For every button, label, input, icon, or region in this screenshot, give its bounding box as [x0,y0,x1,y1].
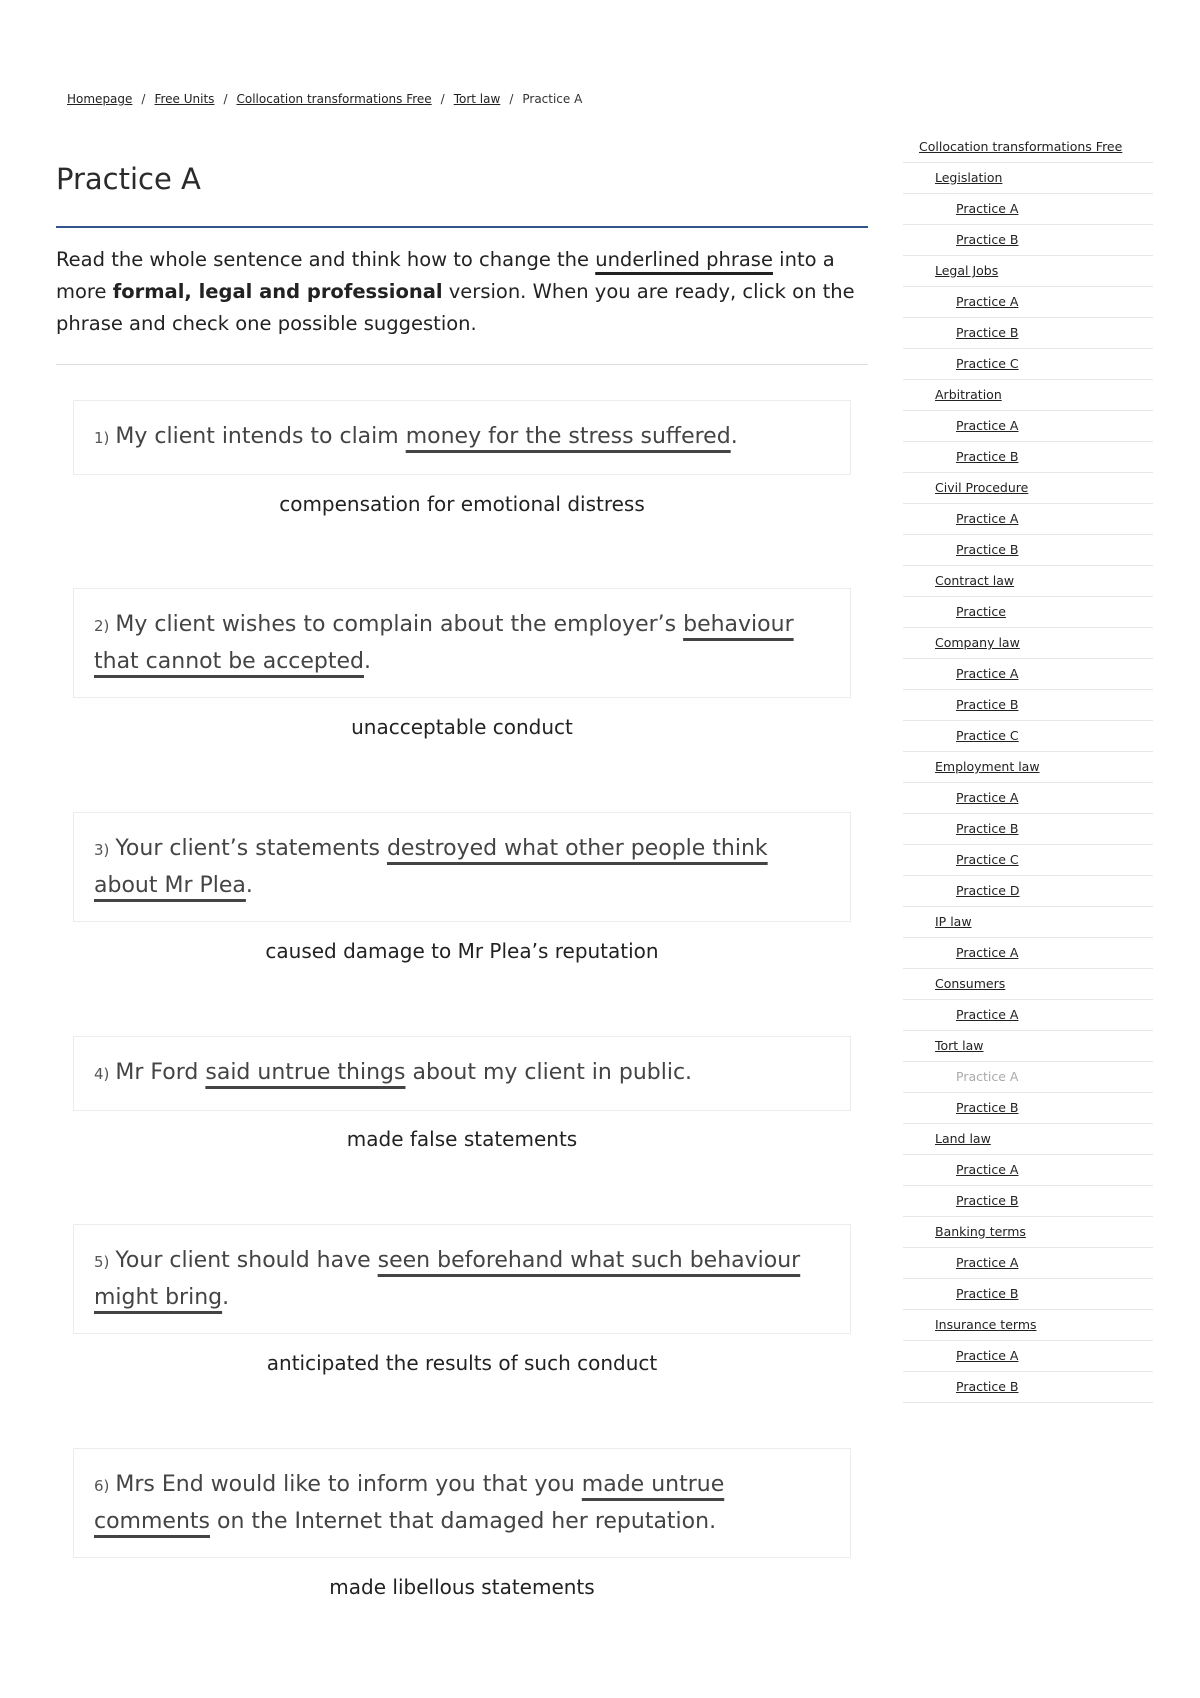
instructions-text: version. When you are ready, click on the phrase and check one possible suggestion. [56,280,855,335]
breadcrumb-free-units[interactable]: Free Units [154,92,215,106]
sidebar-root [903,132,1153,163]
answer-2: unacceptable conduct [351,715,573,739]
sidebar-item [903,1155,1153,1186]
sidebar-section-link[interactable]: IP law [935,914,972,929]
sidebar-section-civil-procedure [903,473,1153,504]
sidebar-item-link[interactable]: Practice B [956,1379,1019,1394]
breadcrumb-separator: / [223,92,228,106]
question-phrase[interactable]: destroyed what other people think about Mr Plea [94,836,768,898]
breadcrumb-homepage[interactable]: Homepage [67,92,133,106]
sidebar-item [903,349,1153,380]
question-number: 5) [94,1253,110,1271]
question-text: . [730,424,738,449]
question-card-3[interactable] [73,812,851,922]
sidebar-item [903,1186,1153,1217]
question-card-1[interactable] [73,400,851,475]
sidebar-item [903,659,1153,690]
sidebar-item-link[interactable]: Practice B [956,1286,1019,1301]
sidebar-item-link[interactable]: Practice D [956,883,1020,898]
answer-6: made libellous statements [329,1575,595,1599]
main-content [56,140,868,1599]
breadcrumb-collocation-transformations[interactable]: Collocation transformations Free [236,92,432,106]
instructions-bold: formal, legal and professional [112,280,443,303]
sidebar-item-link[interactable]: Practice A [956,1069,1019,1084]
question-text: . [245,873,253,898]
sidebar-item [903,845,1153,876]
question-text: My client intends to claim [115,424,406,449]
question-text: about my client in public. [405,1060,693,1085]
breadcrumb-current: Practice A [522,92,583,106]
sidebar-section-ip-law [903,907,1153,938]
sidebar-root-link[interactable]: Collocation transformations Free [919,139,1123,154]
question-text: Mrs End would like to inform you that you [115,1472,582,1497]
question-text: Your client’s statements [115,836,387,861]
question-number: 1) [94,429,110,447]
sidebar-item-link[interactable]: Practice A [956,511,1019,526]
breadcrumb-separator: / [440,92,445,106]
question-phrase[interactable]: behaviour that cannot be accepted [94,612,794,674]
question-text: Your client should have [115,1248,378,1273]
sidebar-item [903,721,1153,752]
sidebar-item-link[interactable]: Practice B [956,1193,1019,1208]
instructions-text: into a more [56,248,835,303]
sidebar-item-link[interactable]: Practice A [956,1348,1019,1363]
question-phrase[interactable]: seen beforehand what such behaviour might bring [94,1248,801,1310]
sidebar-item [903,597,1153,628]
question-text: My client wishes to complain about the employer’s [115,612,684,637]
answer-4: made false statements [346,1127,578,1151]
sidebar-item [903,504,1153,535]
title-divider [56,226,868,228]
sidebar-item-link[interactable]: Practice B [956,1100,1019,1115]
sidebar-section-link[interactable]: Employment law [935,759,1040,774]
sidebar-item [903,1248,1153,1279]
sidebar-item [903,225,1153,256]
sidebar-item [903,411,1153,442]
sidebar-item [903,690,1153,721]
sidebar-item [903,1000,1153,1031]
sidebar-item-link[interactable]: Practice B [956,232,1019,247]
sidebar-item-link[interactable]: Practice A [956,1162,1019,1177]
sidebar-section-link[interactable]: Company law [935,635,1020,650]
sidebar-section-link[interactable]: Tort law [935,1038,984,1053]
sidebar-item [903,876,1153,907]
answer-5: anticipated the results of such conduct [266,1351,658,1375]
sidebar-section-banking-terms [903,1217,1153,1248]
question-card-4[interactable] [73,1036,851,1111]
intro-divider [56,364,868,365]
question-card-6[interactable] [73,1448,851,1558]
sidebar-item-link[interactable]: Practice A [956,1255,1019,1270]
question-card-2[interactable] [73,588,851,698]
answer-1: compensation for emotional distress [279,492,645,516]
sidebar-section-contract-law [903,566,1153,597]
sidebar-item [903,535,1153,566]
breadcrumb [67,92,582,106]
sidebar-item [903,318,1153,349]
sidebar-section-link[interactable]: Legal Jobs [935,263,999,278]
sidebar-section-link[interactable]: Consumers [935,976,1006,991]
sidebar-nav [903,132,1153,1403]
sidebar-section-consumers [903,969,1153,1000]
instructions [56,244,868,344]
sidebar-section-arbitration [903,380,1153,411]
sidebar-item-link[interactable]: Practice B [956,821,1019,836]
sidebar-section-land-law [903,1124,1153,1155]
page-title: Practice A [56,162,201,196]
sidebar-item-link[interactable]: Practice A [956,790,1019,805]
sidebar-item [903,814,1153,845]
sidebar-item [903,287,1153,318]
breadcrumb-separator: / [141,92,146,106]
question-text: . [222,1285,230,1310]
question-number: 4) [94,1065,110,1083]
sidebar-item [903,194,1153,225]
sidebar-item-link[interactable]: Practice B [956,542,1019,557]
instructions-text: Read the whole sentence and think how to change the [56,248,596,271]
sidebar-item-link[interactable]: Practice A [956,201,1019,216]
sidebar-section-legal-jobs [903,256,1153,287]
sidebar-item [903,442,1153,473]
sidebar-item-link[interactable]: Practice A [956,1007,1019,1022]
sidebar-item-current [903,1062,1153,1093]
sidebar-item [903,1279,1153,1310]
answer-3: caused damage to Mr Plea’s reputation [265,939,659,963]
sidebar-section-link[interactable]: Civil Procedure [935,480,1029,495]
sidebar-item-link[interactable]: Practice B [956,697,1019,712]
sidebar-section-legislation [903,163,1153,194]
sidebar-item [903,1372,1153,1403]
sidebar-item [903,1093,1153,1124]
question-text: on the Internet that damaged her reputation. [209,1509,717,1534]
sidebar-section-link[interactable]: Land law [935,1131,991,1146]
breadcrumb-separator: / [509,92,514,106]
sidebar-section-link[interactable]: Contract law [935,573,1015,588]
question-phrase[interactable]: money for the stress suffered [405,424,731,449]
sidebar-section-link[interactable]: Arbitration [935,387,1002,402]
sidebar-section-link[interactable]: Banking terms [935,1224,1026,1239]
sidebar-item-link[interactable]: Practice C [956,852,1019,867]
question-card-5[interactable] [73,1224,851,1334]
sidebar-item-link[interactable]: Practice B [956,449,1019,464]
instructions-underlined-phrase: underlined phrase [595,248,773,271]
sidebar-section-tort-law [903,1031,1153,1062]
sidebar-section-link[interactable]: Insurance terms [935,1317,1037,1332]
question-phrase[interactable]: made untrue comments [94,1472,725,1534]
sidebar-section-employment-law [903,752,1153,783]
sidebar-item-link[interactable]: Practice A [956,418,1019,433]
sidebar-item-link[interactable]: Practice [956,604,1006,619]
question-text: Mr Ford [115,1060,206,1085]
question-number: 3) [94,841,110,859]
sidebar-item [903,1341,1153,1372]
sidebar-item [903,938,1153,969]
sidebar-item-link[interactable]: Practice B [956,325,1019,340]
question-number: 6) [94,1477,110,1495]
sidebar-item-link[interactable]: Practice A [956,666,1019,681]
question-text: . [364,649,372,674]
sidebar-item-link[interactable]: Practice A [956,294,1019,309]
sidebar-section-link[interactable]: Legislation [935,170,1003,185]
sidebar-item-link[interactable]: Practice A [956,945,1019,960]
sidebar-section-company-law [903,628,1153,659]
question-number: 2) [94,617,110,635]
question-phrase[interactable]: said untrue things [205,1060,406,1085]
sidebar-item-link[interactable]: Practice C [956,356,1019,371]
breadcrumb-tort-law[interactable]: Tort law [453,92,501,106]
sidebar-item [903,783,1153,814]
sidebar-section-insurance-terms [903,1310,1153,1341]
sidebar-item-link[interactable]: Practice C [956,728,1019,743]
